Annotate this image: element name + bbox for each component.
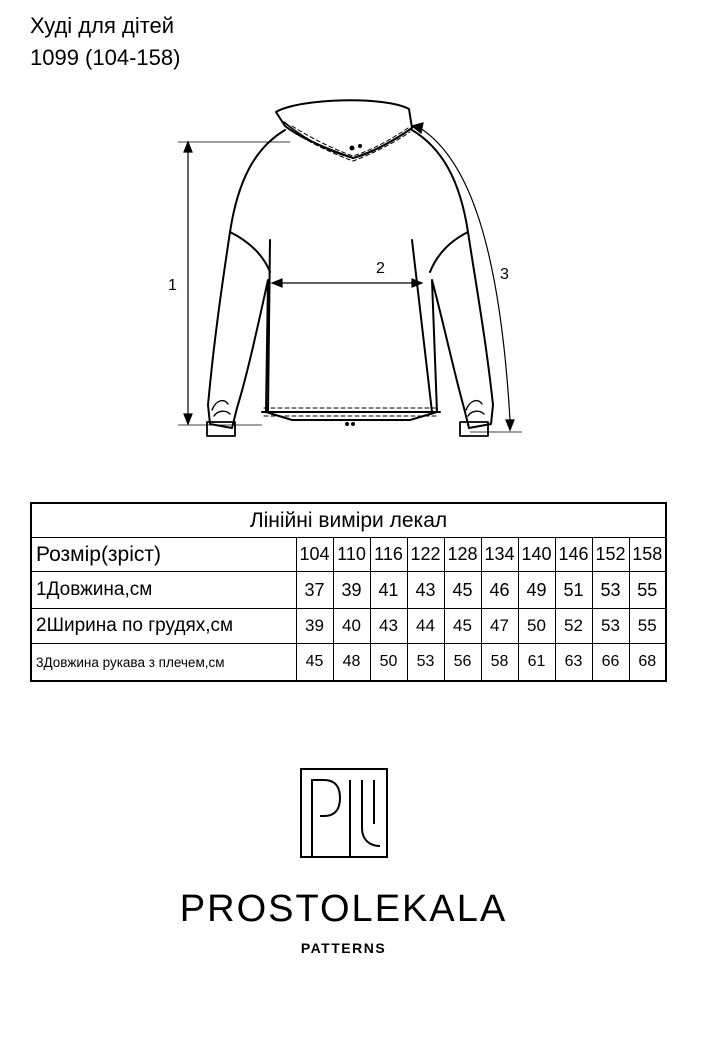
size-cell: 152 bbox=[592, 538, 629, 572]
value-cell: 37 bbox=[296, 572, 333, 609]
size-cell: 116 bbox=[370, 538, 407, 572]
size-cell: 158 bbox=[629, 538, 666, 572]
value-cell: 45 bbox=[444, 609, 481, 644]
size-cell: 110 bbox=[333, 538, 370, 572]
value-cell: 51 bbox=[555, 572, 592, 609]
value-cell: 47 bbox=[481, 609, 518, 644]
size-cell: 128 bbox=[444, 538, 481, 572]
value-cell: 66 bbox=[592, 644, 629, 682]
value-cell: 52 bbox=[555, 609, 592, 644]
measurements-table bbox=[30, 502, 667, 682]
value-cell: 53 bbox=[592, 609, 629, 644]
row-label-sleeve-length: 3Довжина рукава з плечем,см bbox=[31, 644, 296, 682]
value-cell: 56 bbox=[444, 644, 481, 682]
value-cell: 48 bbox=[333, 644, 370, 682]
value-cell: 43 bbox=[370, 609, 407, 644]
value-cell: 49 bbox=[518, 572, 555, 609]
value-cell: 50 bbox=[370, 644, 407, 682]
value-cell: 45 bbox=[296, 644, 333, 682]
value-cell: 55 bbox=[629, 609, 666, 644]
dimension-label-1: 1 bbox=[168, 277, 177, 294]
value-cell: 58 bbox=[481, 644, 518, 682]
table-row-sleeve-length bbox=[31, 644, 666, 682]
value-cell: 43 bbox=[407, 572, 444, 609]
value-cell: 46 bbox=[481, 572, 518, 609]
brand-subtitle: PATTERNS bbox=[300, 940, 387, 956]
row-label-length: 1Довжина,см bbox=[31, 572, 296, 609]
hoodie-technical-drawing bbox=[0, 80, 703, 460]
brand-name: PROSTOLEKALA bbox=[179, 888, 508, 930]
table-caption: Лінійні виміри лекал bbox=[31, 503, 666, 538]
size-cell: 122 bbox=[407, 538, 444, 572]
prostolekala-logo-icon bbox=[300, 768, 390, 860]
size-cell: 140 bbox=[518, 538, 555, 572]
value-cell: 53 bbox=[592, 572, 629, 609]
dimension-label-3: 3 bbox=[500, 266, 509, 283]
row-label-size: Розмір(зріст) bbox=[31, 538, 296, 572]
value-cell: 50 bbox=[518, 609, 555, 644]
row-label-chest-width: 2Ширина по грудях,см bbox=[31, 609, 296, 644]
value-cell: 63 bbox=[555, 644, 592, 682]
value-cell: 61 bbox=[518, 644, 555, 682]
value-cell: 53 bbox=[407, 644, 444, 682]
dimension-label-2: 2 bbox=[376, 260, 385, 277]
value-cell: 39 bbox=[296, 609, 333, 644]
value-cell: 40 bbox=[333, 609, 370, 644]
value-cell: 39 bbox=[333, 572, 370, 609]
product-title: Худі для дітей bbox=[30, 13, 175, 38]
product-code: 1099 (104-158) bbox=[30, 45, 181, 70]
value-cell: 44 bbox=[407, 609, 444, 644]
hood-collar bbox=[276, 100, 412, 158]
size-cell: 146 bbox=[555, 538, 592, 572]
size-cell: 134 bbox=[481, 538, 518, 572]
value-cell: 68 bbox=[629, 644, 666, 682]
size-cell: 104 bbox=[296, 538, 333, 572]
body-outline bbox=[208, 130, 493, 428]
table-row-chest-width bbox=[31, 609, 666, 644]
value-cell: 55 bbox=[629, 572, 666, 609]
table-row-sizes bbox=[31, 538, 666, 572]
value-cell: 41 bbox=[370, 572, 407, 609]
value-cell: 45 bbox=[444, 572, 481, 609]
table-row-length bbox=[31, 572, 666, 609]
